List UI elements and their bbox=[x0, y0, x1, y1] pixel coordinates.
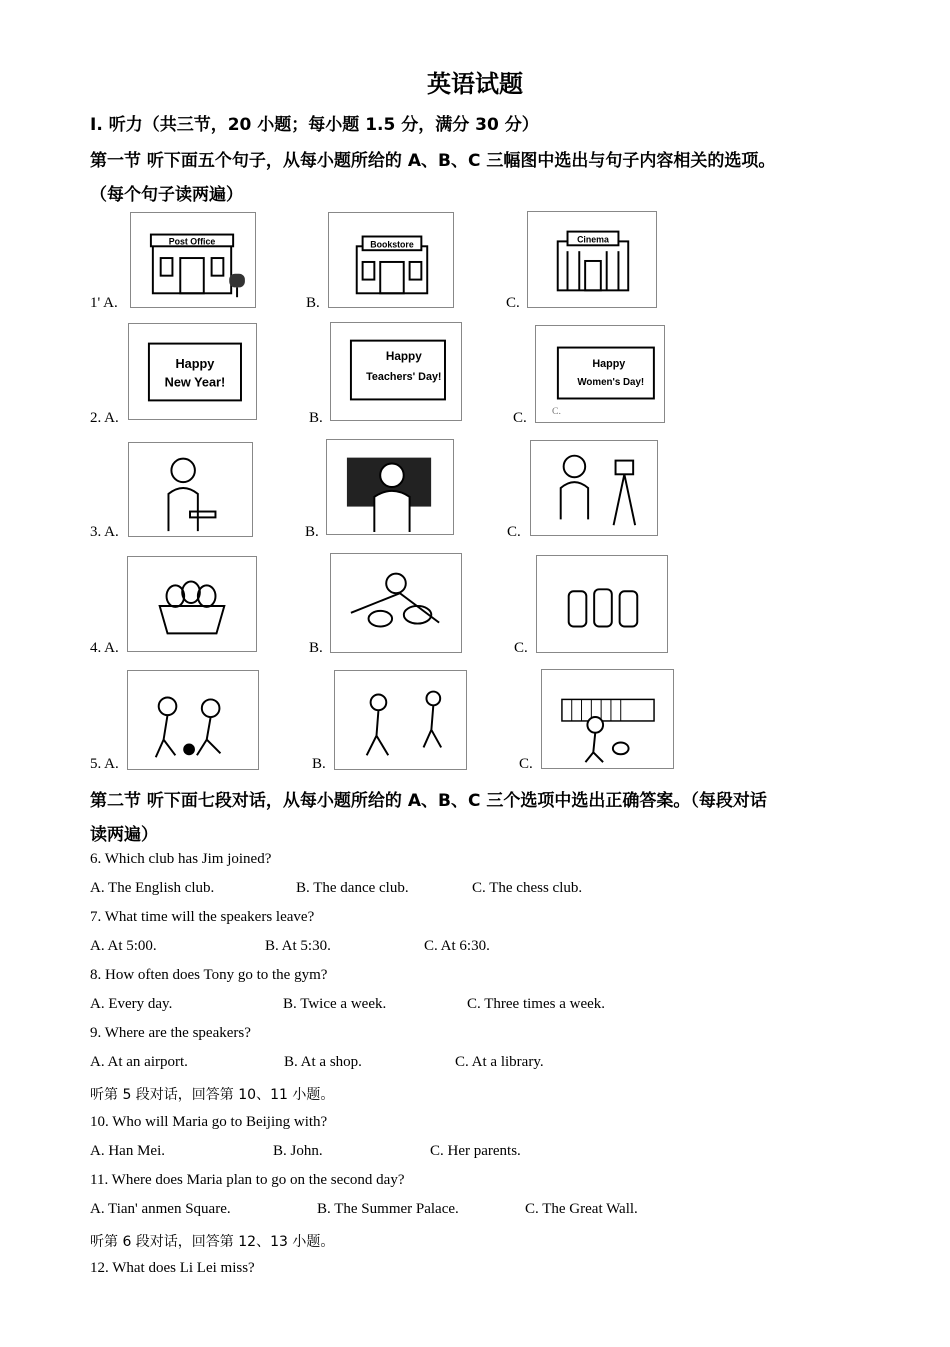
q11-option-a: A. Tian' anmen Square. bbox=[90, 1201, 231, 1217]
svg-text:C.: C. bbox=[552, 406, 561, 418]
bookstore-picture bbox=[328, 212, 454, 308]
page-title: 英语试题 bbox=[427, 70, 523, 98]
q4-option-a-label: 4. A. bbox=[90, 640, 119, 656]
dialog-6-note: 听第 6 段对话，回答第 12、13 小题。 bbox=[90, 1234, 335, 1250]
svg-text:Happy: Happy bbox=[592, 358, 626, 371]
q10-option-b: B. John. bbox=[273, 1143, 323, 1159]
eggs-basket-picture bbox=[127, 556, 257, 652]
q6-option-a: A. The English club. bbox=[90, 880, 215, 896]
q9-option-a: A. At an airport. bbox=[90, 1054, 188, 1070]
post-office-sign: Post Office bbox=[168, 236, 216, 247]
q1-option-c-label: C. bbox=[506, 295, 520, 311]
q2-option-a-label: 2. A. bbox=[90, 410, 119, 426]
part1-heading: Ⅰ. 听力（共三节，20 小题；每小题 1.5 分，满分 30 分） bbox=[90, 115, 539, 135]
cinema-picture bbox=[527, 211, 657, 308]
milk-bottles-picture bbox=[536, 555, 668, 653]
q5-option-c-label: C. bbox=[519, 756, 533, 772]
teachers-day-card-picture bbox=[330, 322, 462, 421]
q1-option-a-label: 1' A. bbox=[90, 295, 118, 311]
q3-option-a-label: 3. A. bbox=[90, 524, 119, 540]
question-6: 6. Which club has Jim joined? bbox=[90, 851, 272, 867]
q11-option-c: C. The Great Wall. bbox=[525, 1201, 638, 1217]
question-10: 10. Who will Maria go to Beijing with? bbox=[90, 1114, 328, 1130]
section2-heading: 第二节 听下面七段对话，从每小题所给的 A、B、C 三个选项中选出正确答案。（每段对话 bbox=[90, 791, 767, 811]
q10-option-a: A. Han Mei. bbox=[90, 1143, 165, 1159]
football-picture bbox=[127, 670, 259, 770]
teacher-picture bbox=[326, 439, 454, 535]
q6-option-b: B. The dance club. bbox=[296, 880, 409, 896]
question-9: 9. Where are the speakers? bbox=[90, 1025, 251, 1041]
nurse-picture bbox=[128, 442, 253, 537]
q3-option-b-label: B. bbox=[305, 524, 319, 540]
q7-option-b: B. At 5:30. bbox=[265, 938, 331, 954]
q3-option-c-label: C. bbox=[507, 524, 521, 540]
new-year-card-picture bbox=[128, 323, 257, 420]
question-11: 11. Where does Maria plan to go on the second day? bbox=[90, 1172, 405, 1188]
svg-text:Teachers' Day!: Teachers' Day! bbox=[366, 370, 442, 383]
q8-option-a: A. Every day. bbox=[90, 996, 173, 1012]
svg-text:Happy: Happy bbox=[385, 350, 422, 364]
question-12: 12. What does Li Lei miss? bbox=[90, 1260, 255, 1276]
q7-option-c: C. At 6:30. bbox=[424, 938, 490, 954]
q9-option-b: B. At a shop. bbox=[284, 1054, 362, 1070]
q5-option-b-label: B. bbox=[312, 756, 326, 772]
svg-text:Bookstore: Bookstore bbox=[370, 239, 414, 250]
dialog-5-note: 听第 5 段对话，回答第 10、11 小题。 bbox=[90, 1087, 335, 1103]
svg-text:Women's Day!: Women's Day! bbox=[577, 376, 645, 388]
q1-option-b-label: B. bbox=[306, 295, 320, 311]
tennis-picture bbox=[541, 669, 674, 769]
q7-option-a: A. At 5:00. bbox=[90, 938, 157, 954]
reporter-picture bbox=[530, 440, 658, 536]
svg-text:New Year!: New Year! bbox=[164, 374, 226, 390]
section2-heading-cont: 读两遍） bbox=[90, 825, 158, 845]
q4-option-b-label: B. bbox=[309, 640, 323, 656]
section1-heading: 第一节 听下面五个句子，从每小题所给的 A、B、C 三幅图中选出与句子内容相关的选项。 bbox=[90, 151, 776, 171]
q11-option-b: B. The Summer Palace. bbox=[317, 1201, 459, 1217]
svg-text:Happy: Happy bbox=[175, 356, 215, 372]
q4-option-c-label: C. bbox=[514, 640, 528, 656]
baseball-picture bbox=[334, 670, 467, 770]
q10-option-c: C. Her parents. bbox=[430, 1143, 521, 1159]
q2-option-c-label: C. bbox=[513, 410, 527, 426]
section1-heading-cont: （每个句子读两遍） bbox=[90, 185, 243, 205]
q8-option-b: B. Twice a week. bbox=[283, 996, 387, 1012]
question-7: 7. What time will the speakers leave? bbox=[90, 909, 315, 925]
q9-option-c: C. At a library. bbox=[455, 1054, 544, 1070]
q2-option-b-label: B. bbox=[309, 410, 323, 426]
q8-option-c: C. Three times a week. bbox=[467, 996, 606, 1012]
q5-option-a-label: 5. A. bbox=[90, 756, 119, 772]
q6-option-c: C. The chess club. bbox=[472, 880, 583, 896]
question-8: 8. How often does Tony go to the gym? bbox=[90, 967, 328, 983]
vegetables-picture bbox=[330, 553, 462, 653]
post-office-picture bbox=[130, 212, 256, 308]
womens-day-card-picture bbox=[535, 325, 665, 423]
svg-text:Cinema: Cinema bbox=[577, 234, 609, 245]
